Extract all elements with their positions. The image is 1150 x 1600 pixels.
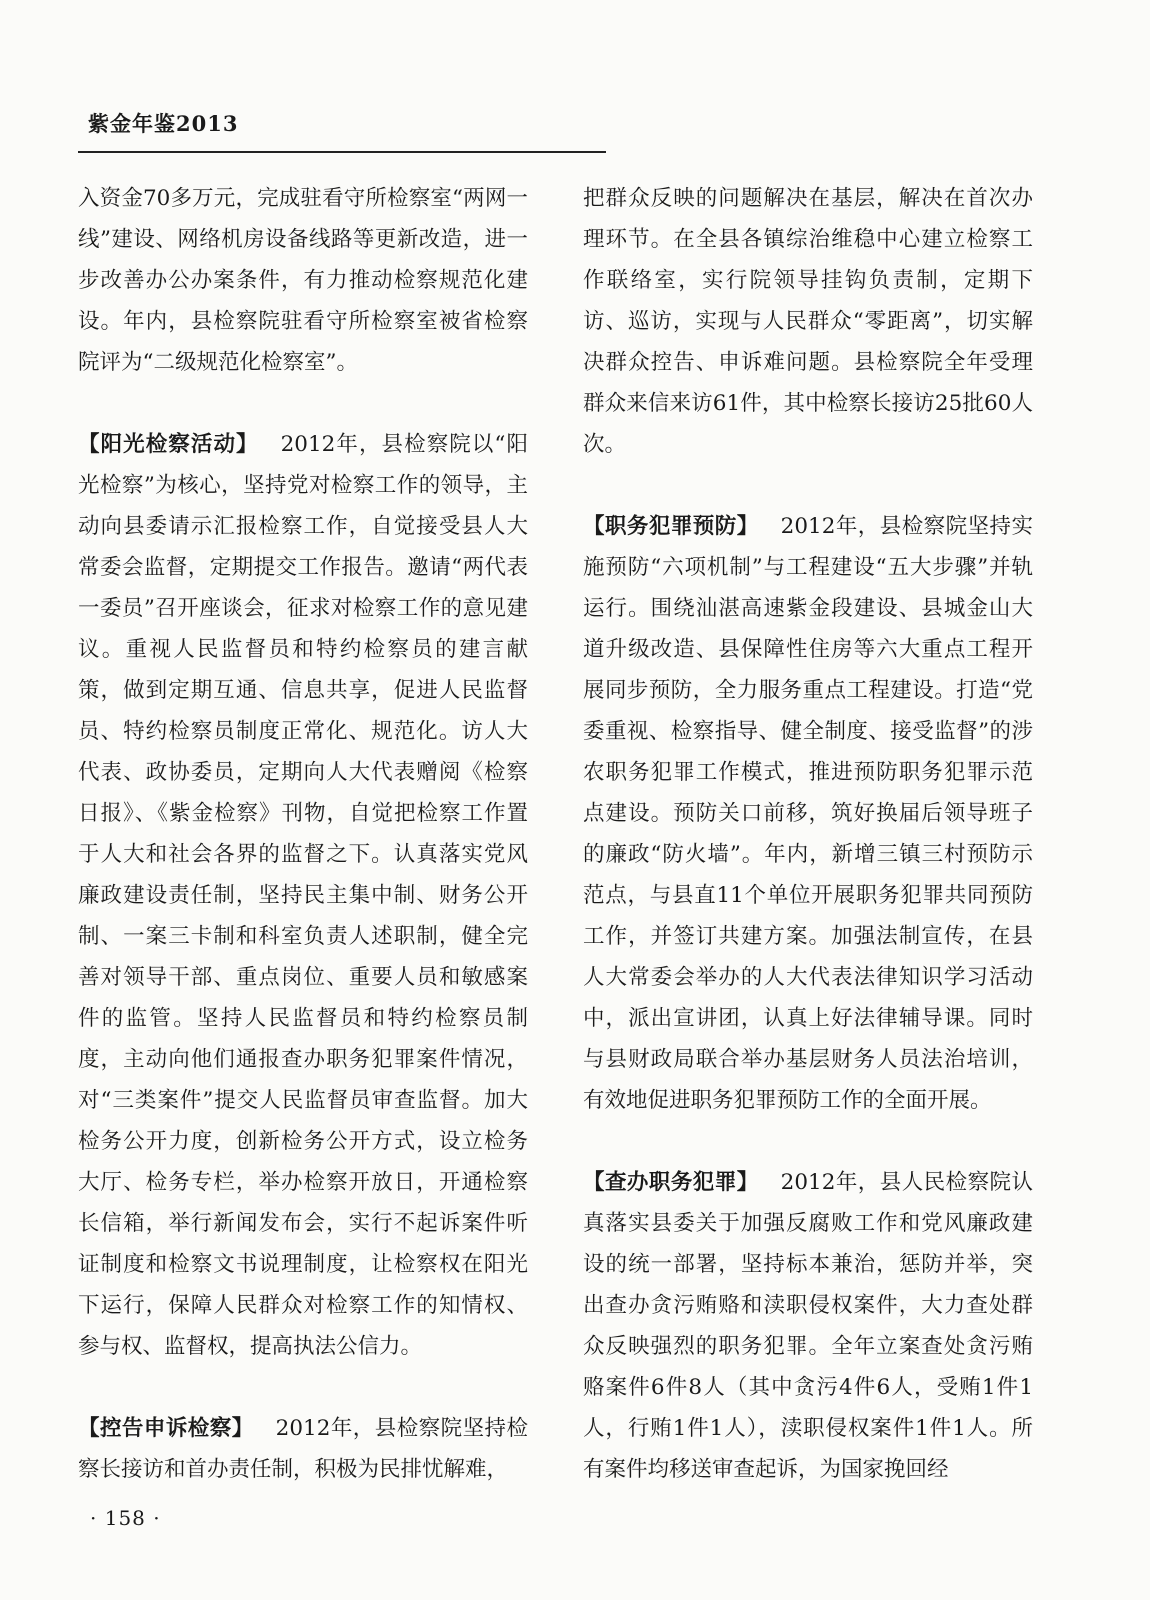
section-title: 【阳光检察活动】	[78, 432, 259, 457]
section-title: 【查办职务犯罪】	[583, 1170, 759, 1195]
page-number: · 158 ·	[90, 1506, 161, 1530]
paragraph-text: 2012年，县检察院以“阳光检察”为核心，坚持党对检察工作的领导，主动向县委请示汇报检察工作，自觉接受县人大常委会监督，定期提交工作报告。邀请“两代表一委员”召开座谈会，征求对检察工作的意见建议。重视人民监督员和特约检察员的建言献策，做到定期互通、信息共享，促进人民监督员、特约检察员制度正常化、规范化。访人大代表、政协委员，定期向人大代表赠阅《检察日报》、《紫金检察》刊物，自觉把检察工作置于人大和社会各界的监督之下。认真落实党风廉政建设责任制，坚持民主集中制、财务公开制、一案三卡制和科室负责人述职制，健全完善对领导干部、重点岗位、重要人员和敏感案件的监管。坚持人民监督员和特约检察员制度，主动向他们通报查办职务犯罪案件情况，对“三类案件”提交人民监督员审查监督。加大检务公开力度，创新检务公开方式，设立检务大厅、检务专栏，举办检察开放日，开通检察长信箱，举行新闻发布会，实行不起诉案件听证制度和检察文书说理制度，让检察权在阳光下运行，保障人民群众对检察工作的知情权、参与权、监督权，提高执法公信力。	[78, 432, 528, 1359]
paragraph-continued	[78, 178, 528, 383]
section-title: 【职务犯罪预防】	[583, 514, 759, 539]
paragraph-text: 2012年，县检察院坚持实施预防“六项机制”与工程建设“五大步骤”并轨运行。围绕汕湛高速紫金段建设、县城金山大道升级改造、县保障性住房等六大重点工程开展同步预防，全力服务重点工程建设。打造“党委重视、检察指导、健全制度、接受监督”的涉农职务犯罪工作模式，推进预防职务犯罪示范点建设。预防关口前移，筑好换届后领导班子的廉政“防火墙”。年内，新增三镇三村预防示范点，与县直11个单位开展职务犯罪共同预防工作，并签订共建方案。加强法制宣传，在县人大常委会举办的人大代表法律知识学习活动中，派出宣讲团，认真上好法律辅导课。同时与县财政局联合举办基层财务人员法治培训，有效地促进职务犯罪预防工作的全面开展。	[583, 514, 1033, 1113]
section-crime-investigation	[583, 1162, 1033, 1490]
section-crime-prevention	[583, 506, 1033, 1121]
header-rule	[78, 151, 606, 153]
section-sunshine-procuratorate	[78, 424, 528, 1367]
paragraph-text: 入资金70多万元，完成驻看守所检察室“两网一线”建设、网络机房设备线路等更新改造，进一步改善办公办案条件，有力推动检察规范化建设。年内，县检察院驻看守所检察室被省检察院评为“二级规范化检察室”。	[78, 186, 528, 375]
paragraph-continued	[583, 178, 1033, 465]
paragraph-text: 2012年，县人民检察院认真落实县委关于加强反腐败工作和党风廉政建设的统一部署，坚持标本兼治，惩防并举，突出查办贪污贿赂和渎职侵权案件，大力查处群众反映强烈的职务犯罪。全年立案查处贪污贿赂案件6件8人（其中贪污4件6人，受贿1件1人，行贿1件1人），渎职侵权案件1件1人。所有案件均移送审查起诉，为国家挽回经	[583, 1170, 1033, 1482]
running-head: 紫金年鉴2013	[88, 111, 239, 136]
section-title: 【控告申诉检察】	[78, 1416, 254, 1441]
right-column	[583, 178, 1033, 1531]
paragraph-text: 把群众反映的问题解决在基层，解决在首次办理环节。在全县各镇综治维稳中心建立检察工作联络室，实行院领导挂钩负责制，定期下访、巡访，实现与人民群众“零距离”，切实解决群众控告、申诉难问题。县检察院全年受理群众来信来访61件，其中检察长接访25批60人次。	[583, 186, 1033, 457]
section-complaint-petition	[78, 1408, 528, 1490]
paragraph-text: 2012年，县检察院坚持检察长接访和首办责任制，积极为民排忧解难，	[78, 1416, 528, 1482]
left-column	[78, 178, 528, 1531]
